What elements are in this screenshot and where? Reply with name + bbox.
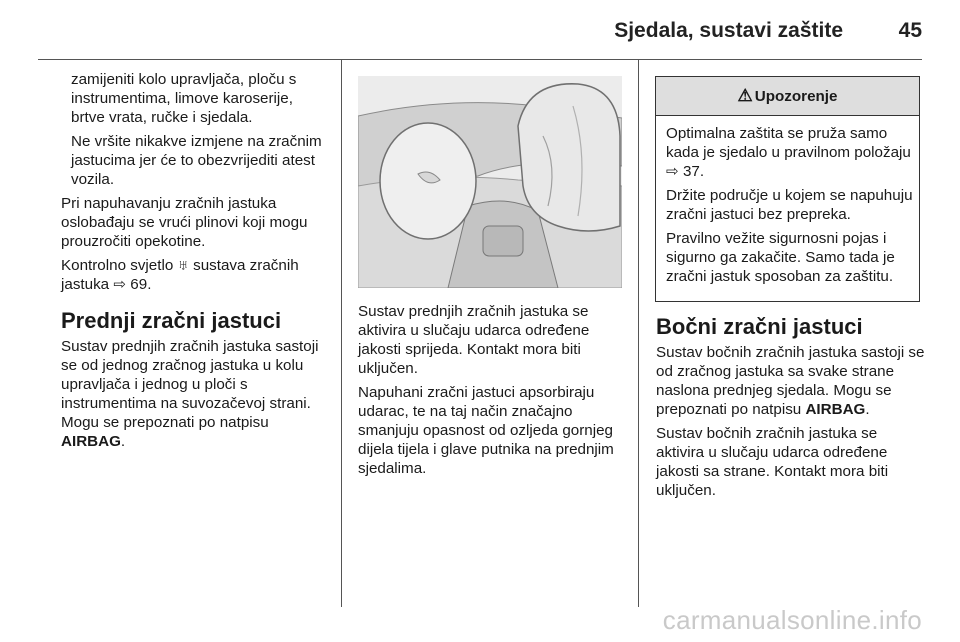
column-left (61, 70, 329, 456)
airbag-label: AIRBAG (61, 433, 121, 450)
airbag-symbol-icon: ♅ (177, 257, 189, 274)
paragraph: Sustav bočnih zračnih jastuka sastoji se od zračnog jastuka sa svake strane naslona prednjeg sjedala. Mogu se prepoznati po natpisu AIRBAG. (656, 344, 925, 418)
warning-box (655, 76, 920, 302)
page-header (0, 0, 960, 60)
watermark: carmanualsonline.info (662, 605, 922, 635)
indented-paragraph: Ne vršite nikakve izmjene na zračnim jastucima jer će to obezvrijediti atest vozila. (71, 133, 322, 188)
paragraph: Sustav bočnih zračnih jastuka se aktivira u slučaju udarca određene jakosti sa strane. Kontakt mora biti uključen. (656, 425, 889, 499)
warning-header (656, 77, 919, 116)
page-number: 45 (898, 19, 922, 42)
paragraph: Napuhani zračni jastuci apsorbiraju udarac, te na taj način značajno smanjuju opasnost od ozljeda gornjeg dijela tijela i glave putnika na prednjim sjedalima. (358, 384, 614, 477)
page-title: Sjedala, sustavi zaštite (614, 19, 843, 42)
paragraph: Kontrolno svjetlo ♅ sustava zračnih jastuka ⇨ 69. (61, 257, 299, 293)
column-divider-2 (638, 60, 639, 607)
paragraph: Sustav prednjih zračnih jastuka se aktivira u slučaju udarca određene jakosti sprijeda. Kontakt mora biti uključen. (358, 303, 590, 377)
column-divider-1 (341, 60, 342, 607)
section-heading: Prednji zračni jastuci (61, 308, 282, 333)
warning-paragraph: Pravilno vežite sigurnosni pojas i sigurno ga zakačite. Samo tada je zračni jastuk sposoban za zaštitu. (666, 230, 895, 285)
column-middle (358, 302, 628, 483)
airbag-label: AIRBAG (805, 401, 866, 418)
indented-paragraph: zamijeniti kolo upravljača, ploču s instrumentima, limove karoserije, brtve vrata, ručke i sjedala. (71, 71, 297, 126)
warning-paragraph: Držite područje u kojem se napuhuju zračni jastuci bez prepreka. (666, 187, 913, 223)
airbag-illustration-svg (358, 76, 622, 288)
paragraph: Pri napuhavanju zračnih jastuka oslobađaju se vrući plinovi koji mogu prouzročiti opekotine. (61, 195, 308, 250)
warning-paragraph: Optimalna zaštita se pruža samo kada je sjedalo u pravilnom položaju ⇨ 37. (666, 125, 911, 180)
header-divider (38, 59, 922, 60)
reference-arrow-icon: ⇨ (666, 163, 679, 180)
paragraph: Sustav prednjih zračnih jastuka sastoji se od jednog zračnog jastuka u kolu upravljača i jednog u ploči s instrumentima na suvozačevoj strani. Mogu se prepoznati po natpisu AIRBAG. (61, 338, 319, 450)
warning-body (656, 116, 919, 286)
reference-arrow-icon: ⇨ (113, 276, 127, 293)
warning-triangle-icon: ⚠ (737, 86, 753, 105)
section-heading: Bočni zračni jastuci (656, 314, 863, 339)
column-right (656, 300, 926, 505)
warning-title: Upozorenje (754, 87, 838, 105)
airbag-illustration (358, 76, 622, 288)
